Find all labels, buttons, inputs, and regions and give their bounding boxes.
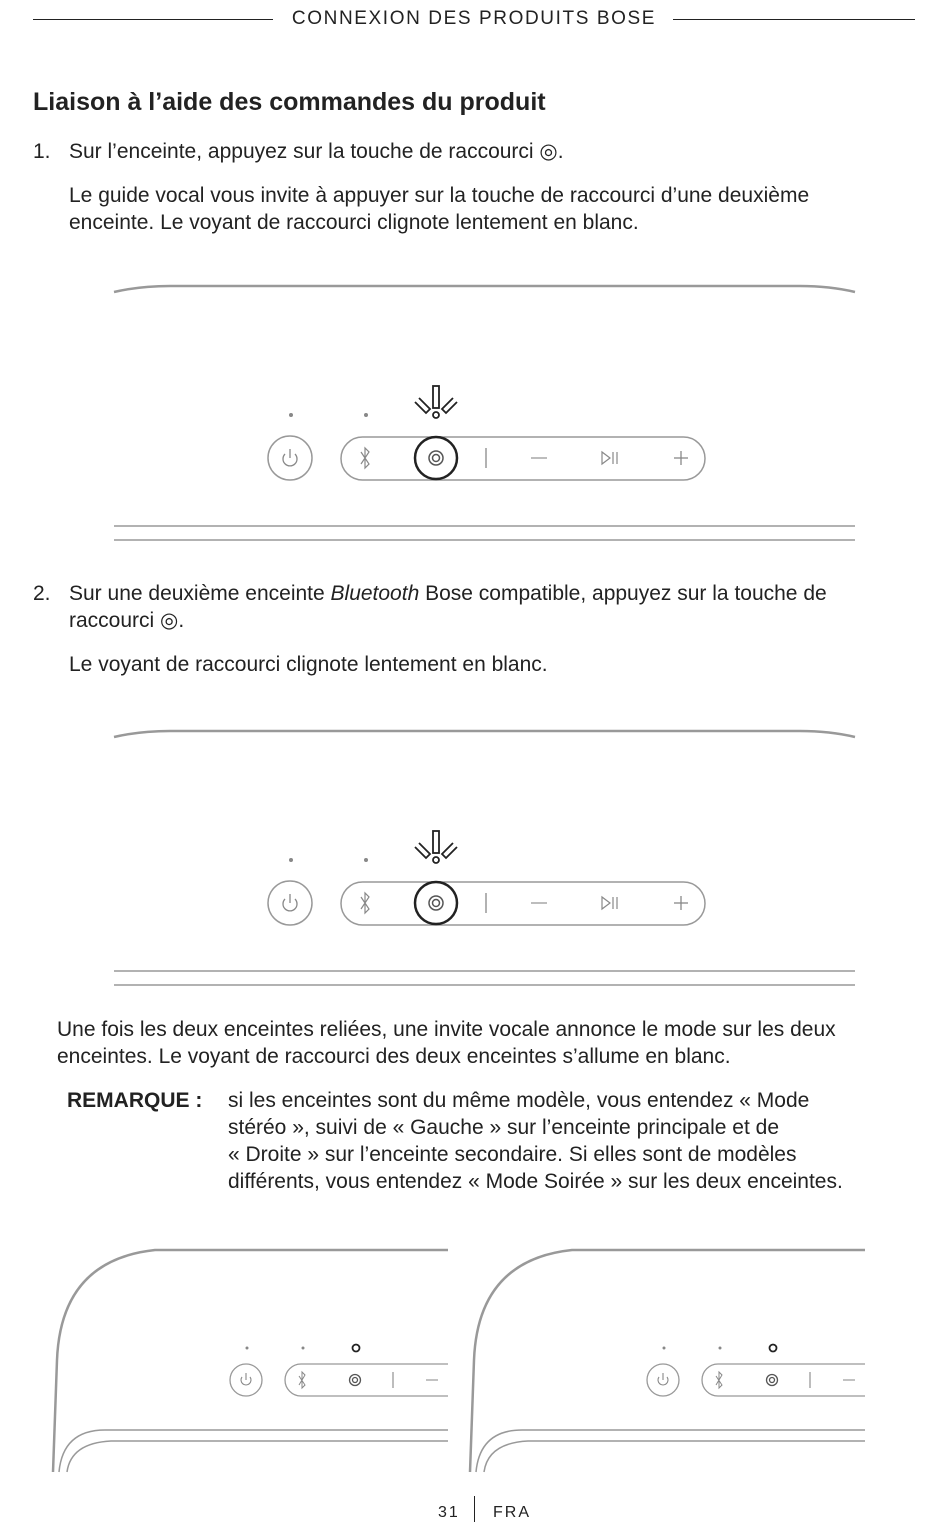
control-bar — [341, 882, 705, 925]
result-line2: enceintes. Le voyant de raccourci des deux enceintes s’allume en blanc. — [57, 1045, 731, 1068]
footer-separator — [474, 1496, 475, 1522]
note-line1: si les enceintes sont du même modèle, vous entendez « Mode — [228, 1089, 810, 1112]
control-bar — [285, 1364, 448, 1396]
step-2-text-line2: raccourci ◎. — [69, 609, 185, 632]
note-line3: « Droite » sur l’enceinte secondaire. Si elles sont de modèles — [228, 1143, 797, 1166]
step-2-detail: Le voyant de raccourci clignote lentement en blanc. — [69, 653, 548, 676]
shortcut-button[interactable] — [415, 437, 457, 479]
note-line2: stéréo », suivi de « Gauche » sur l’enceinte principale et de — [228, 1116, 779, 1139]
press-indicator-icon — [415, 386, 457, 418]
shortcut-light — [770, 1345, 777, 1352]
step-1-detail-line2: enceinte. Le voyant de raccourci clignote lentement en blanc. — [69, 211, 639, 234]
power-button[interactable] — [230, 1364, 262, 1396]
note-label: REMARQUE : — [67, 1089, 203, 1112]
result-line1: Une fois les deux enceintes reliées, une invite vocale annonce le mode sur les deux — [57, 1018, 836, 1041]
language-code: FRA — [493, 1504, 531, 1521]
press-indicator-icon — [415, 831, 457, 863]
step-2-text — [69, 580, 827, 607]
power-button[interactable] — [268, 436, 312, 480]
header-title: CONNEXION DES PRODUITS BOSE — [291, 8, 657, 29]
step-2-text-before: Sur une deuxième enceinte — [69, 582, 331, 605]
section-title: Liaison à l’aide des commandes du produit — [33, 88, 546, 116]
power-button[interactable] — [268, 881, 312, 925]
step-2-number: 2. — [33, 582, 51, 605]
bluetooth-wordmark: Bluetooth — [330, 582, 420, 605]
note-line4: différents, vous entendez « Mode Soirée » sur les deux enceintes. — [228, 1170, 843, 1193]
control-bar — [341, 437, 705, 480]
speaker-top-illustration-2 — [110, 725, 860, 995]
header-rule-right — [673, 19, 915, 20]
speaker-top-illustration-1 — [110, 280, 860, 550]
page-footer — [0, 1496, 950, 1526]
shortcut-button[interactable] — [415, 882, 457, 924]
shortcut-light — [353, 1345, 360, 1352]
step-2-text-after: Bose compatible, appuyez sur la touche de — [419, 582, 827, 605]
control-bar — [702, 1364, 865, 1396]
step-1-detail-line1: Le guide vocal vous invite à appuyer sur la touche de raccourci d’une deuxième — [69, 184, 810, 207]
power-button[interactable] — [647, 1364, 679, 1396]
step-1-number: 1. — [33, 140, 51, 163]
speaker-corner-illustration-left — [45, 1240, 455, 1475]
page-header — [33, 6, 915, 34]
page-number: 31 — [438, 1504, 460, 1521]
step-1-text: Sur l’enceinte, appuyez sur la touche de raccourci ◎. — [69, 140, 564, 163]
speaker-corner-illustration-right — [462, 1240, 872, 1475]
